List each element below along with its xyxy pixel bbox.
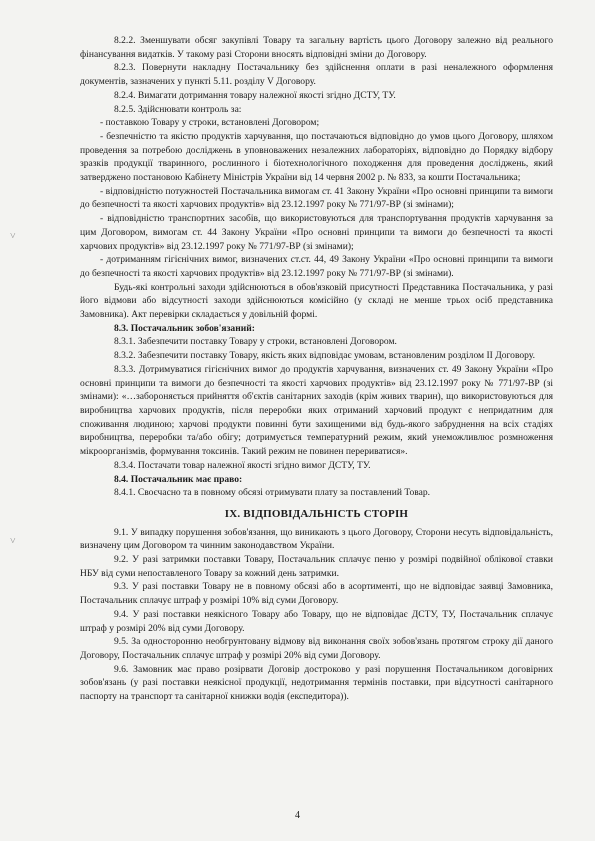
- margin-mark: ˅: [10, 231, 16, 242]
- clause-paragraph: - відповідністю транспортних засобів, що використовуються для транспортування продуктів харчування за цим Договором, вимогам ст. 44 Закону України «Про основні принципи та вимоги до безпечності та якості харчових продуктів» від 23.12.1997 року № 771/97-ВР (зі змінами);: [80, 213, 553, 252]
- clause-paragraph: Будь-які контрольні заходи здійснюються в обов'язковій присутності Представника Постачальника, у разі його відмови або відсутності заходи здійснюються комісійно (у складі не менше трьох осіб представника Замовника). Акт перевірки складається у довільній формі.: [80, 281, 553, 321]
- clause-paragraph: - дотриманням гігієнічних вимог, визначених ст.ст. 44, 49 Закону України «Про основні принципи та вимоги до безпечності та якості харчових продуктів» від 23.12.1997 року № 771/97-ВР (зі змінами).: [80, 254, 553, 279]
- page-number: 4: [295, 810, 300, 821]
- clause-paragraph: 9.2. У разі затримки поставки Товару, Постачальник сплачує пеню у розмірі подвійної облікової ставки НБУ від суми непоставленого Товару за кожний день затримки.: [80, 554, 553, 579]
- clause-paragraph: 8.2.2. Зменшувати обсяг закупівлі Товару та загальну вартість цього Договору залежно від реального фінансування видатків. У такому разі Сторони вносять відповідні зміни до Договору.: [80, 35, 553, 60]
- clause-paragraph: 8.3.3. Дотримуватися гігієнічних вимог до продуктів харчування, визначених ст. 49 Закону України «Про основні принципи та вимоги до безпечності та якості харчових продуктів» від 23.12.1997 року № 771/97-ВР (зі змінами): «…забороняється прийняття об'єктів санітарних заходів (крім живих тварин), що використовуються для виробництва харчових продуктів, після переробки яких отриманий харчовий продукт є непридатним для споживання людиною; харчові продукти повинні бути захищеними від будь-якого забруднення на всіх стадіях виробництва, переробки та/або обігу; дотримується температурний режим, який унеможливлює розмноження мікроорганізмів, формування токсинів. Такий режим не повинен перериватися».: [80, 363, 553, 458]
- clause-paragraph: - відповідністю потужностей Постачальника вимогам ст. 41 Закону України «Про основні принципи та вимоги до безпечності та якості харчових продуктів» від 23.12.1997 року № 771/97-ВР (зі змінами);: [80, 185, 553, 211]
- clause-paragraph: 9.4. У разі поставки неякісного Товару або Товару, що не відповідає ДСТУ, ТУ, Постачальник сплачує штраф у розмірі 20% від суми Договору.: [80, 608, 553, 634]
- clause-paragraph: 8.3.1. Забезпечити поставку Товару у строки, встановлені Договором.: [114, 336, 397, 348]
- clause-paragraph: 8.3.2. Забезпечити поставку Товару, якість яких відповідає умовам, встановленим розділом II Договору.: [114, 350, 536, 362]
- clause-paragraph: 8.2.3. Повернути накладну Постачальнику без здійснення оплати в разі неналежного оформлення документів, зазначених у пункті 5.11. розділу V Договору.: [80, 62, 553, 88]
- clause-paragraph: 8.4. Постачальник має право:: [114, 473, 243, 485]
- clause-paragraph: 8.4.1. Своєчасно та в повному обсязі отримувати плату за поставлений Товар.: [114, 487, 431, 499]
- clauses-section-8: [80, 34, 553, 500]
- clause-paragraph: 9.1. У випадку порушення зобов'язання, що виникають з цього Договору, Сторони несуть відповідальність, визначену цим Договором та чинним законодавством України.: [80, 526, 553, 552]
- clause-paragraph: 8.3. Постачальник зобов'язаний:: [114, 322, 255, 334]
- clause-paragraph: 8.3.4. Постачати товар належної якості згідно вимог ДСТУ, ТУ.: [114, 459, 371, 471]
- clause-paragraph: 8.2.4. Вимагати дотримання товару належної якості згідно ДСТУ, ТУ.: [114, 89, 396, 101]
- clause-paragraph: - поставкою Товару у строки, встановлені Договором;: [100, 117, 320, 129]
- clause-paragraph: 9.3. У разі поставки Товару не в повному обсязі або в асортименті, що не відповідає заявці Замовника, Постачальник сплачує штраф у розмірі 10% від суми Договору.: [80, 581, 553, 607]
- clause-paragraph: 8.2.5. Здійснювати контроль за:: [114, 103, 242, 115]
- section-heading: IX. ВІДПОВІДАЛЬНІСТЬ СТОРІН: [224, 507, 409, 520]
- clauses-section-9: [80, 526, 553, 704]
- clause-paragraph: 9.6. Замовник має право розірвати Договір достроково у разі порушення Постачальником договірних зобов'язань (у разі поставки неякісної продукції, недотримання термінів поставки, при відсутності санітарного паспорту на транспорт та санітарної книжки водія (експедитора)).: [80, 663, 553, 703]
- margin-mark: ˅: [10, 536, 16, 547]
- clause-paragraph: 9.5. За односторонню необгрунтовану відмову від виконання своїх зобов'язань протягом строку дії даного Договору, Постачальник сплачує штраф у розмірі 20% від суми Договору.: [80, 636, 553, 661]
- clause-paragraph: - безпечністю та якістю продуктів харчування, що постачаються відповідно до умов цього Договору, шляхом проведення за потребою досліджень в уповноважених незалежних лабораторіях, відповідно до Порядку відбору зразків продукції тваринного, рослинного і біотехнологічного походження для проведення досліджень, який затверджено постановою Кабінету Міністрів України від 14 червня 2002 р. № 833, за кошти Постачальника;: [80, 130, 553, 184]
